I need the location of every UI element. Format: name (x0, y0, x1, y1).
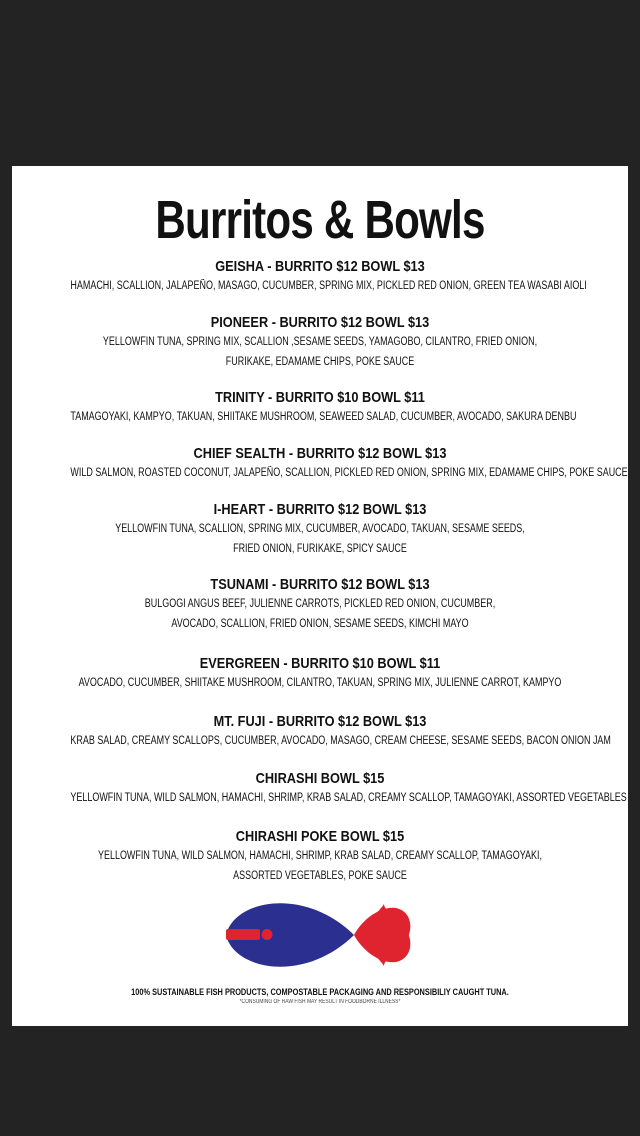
menu-item (0, 445, 640, 483)
menu-item-name: TSUNAMI - BURRITO $12 BOWL $13 (210, 576, 430, 593)
menu-item-name: EVERGREEN - BURRITO $10 BOWL $11 (199, 655, 441, 672)
menu-item-name: CHIRASHI BOWL $15 (255, 770, 385, 787)
menu-item (0, 828, 640, 886)
menu-item-ingredients: ASSORTED VEGETABLES, POKE SAUCE (233, 870, 407, 882)
menu-item-name: GEISHA - BURRITO $12 BOWL $13 (215, 258, 425, 275)
menu-item-name: MT. FUJI - BURRITO $12 BOWL $13 (213, 713, 427, 730)
menu-item-ingredients: YELLOWFIN TUNA, WILD SALMON, HAMACHI, SHRIMP, KRAB SALAD, CREAMY SCALLOP, TAMAGOYAKI, ASSORTED VEGETABLES (70, 792, 627, 804)
menu-item-ingredients: BULGOGI ANGUS BEEF, JULIENNE CARROTS, PICKLED RED ONION, CUCUMBER, (144, 598, 496, 610)
menu-item-ingredients: FRIED ONION, FURIKAKE, SPICY SAUCE (233, 543, 407, 555)
menu-item-ingredients: AVOCADO, CUCUMBER, SHIITAKE MUSHROOM, CILANTRO, TAKUAN, SPRING MIX, JULIENNE CARROT, KAMPYO (78, 677, 562, 689)
menu-item (0, 258, 640, 296)
menu-item-ingredients: YELLOWFIN TUNA, SCALLION, SPRING MIX, CUCUMBER, AVOCADO, TAKUAN, SESAME SEEDS, (115, 523, 525, 535)
menu-item-name: CHIRASHI POKE BOWL $15 (235, 828, 405, 845)
menu-item-name: CHIEF SEALTH - BURRITO $12 BOWL $13 (193, 445, 447, 462)
menu-title: Burritos & Bowls (155, 190, 485, 250)
menu-footer (0, 986, 640, 1007)
menu-item (0, 655, 640, 693)
menu-item-ingredients: WILD SALMON, ROASTED COCONUT, JALAPEÑO, SCALLION, PICKLED RED ONION, SPRING MIX, EDAMAME CHIPS, POKE SAUCE (70, 467, 628, 479)
menu-item-ingredients: YELLOWFIN TUNA, WILD SALMON, HAMACHI, SHRIMP, KRAB SALAD, CREAMY SCALLOP, TAMAGOYAKI, (98, 850, 542, 862)
fish-heart-logo-icon (224, 892, 412, 978)
menu-item-ingredients: TAMAGOYAKI, KAMPYO, TAKUAN, SHIITAKE MUSHROOM, SEAWEED SALAD, CUCUMBER, AVOCADO, SAKURA DENBU (70, 411, 577, 423)
raw-fish-disclaimer: *CONSUMING OF RAW FISH MAY RESULT IN FOODBORNE ILLNESS* (239, 999, 401, 1005)
menu-item (0, 713, 640, 751)
menu-item-ingredients: HAMACHI, SCALLION, JALAPEÑO, MASAGO, CUCUMBER, SPRING MIX, PICKLED RED ONION, GREEN TEA WASABI AIOLI (70, 280, 587, 292)
menu-item-name: TRINITY - BURRITO $10 BOWL $11 (215, 389, 425, 406)
menu-item-ingredients: FURIKAKE, EDAMAME CHIPS, POKE SAUCE (225, 356, 415, 368)
menu-item (0, 770, 640, 808)
menu-item-ingredients: AVOCADO, SCALLION, FRIED ONION, SESAME SEEDS, KIMCHI MAYO (171, 618, 469, 630)
menu-item-name: I-HEART - BURRITO $12 BOWL $13 (213, 501, 427, 518)
menu-item (0, 576, 640, 634)
sustainability-statement: 100% SUSTAINABLE FISH PRODUCTS, COMPOSTABLE PACKAGING AND RESPONSIBILIY CAUGHT TUNA. (131, 987, 509, 997)
menu-item-name: PIONEER - BURRITO $12 BOWL $13 (210, 314, 430, 331)
menu-item-ingredients: KRAB SALAD, CREAMY SCALLOPS, CUCUMBER, AVOCADO, MASAGO, CREAM CHEESE, SESAME SEEDS, BACON ONION JAM (70, 735, 611, 747)
menu-item (0, 314, 640, 372)
menu-item (0, 389, 640, 427)
menu-item (0, 501, 640, 559)
menu-item-ingredients: YELLOWFIN TUNA, SPRING MIX, SCALLION ,SESAME SEEDS, YAMAGOBO, CILANTRO, FRIED ONION, (102, 336, 538, 348)
